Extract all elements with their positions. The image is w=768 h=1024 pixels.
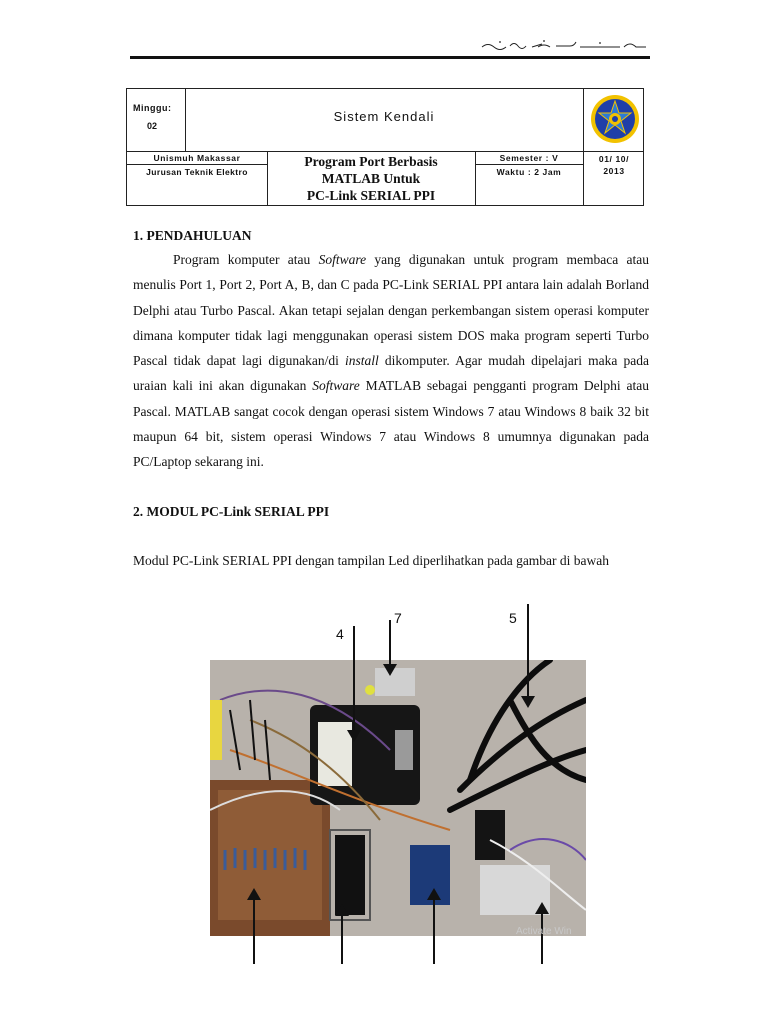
paragraph-text: Program komputer atau <box>173 252 319 267</box>
header-rule <box>130 56 650 59</box>
arrow-line <box>541 910 543 964</box>
topic-line-3: PC-Link SERIAL PPI <box>306 188 436 203</box>
figure-label-7: 7 <box>394 610 402 626</box>
figure-label-5: 5 <box>509 610 517 626</box>
arrow-head-icon <box>427 888 441 900</box>
minggu-label: Minggu: <box>133 103 172 113</box>
topic-title <box>267 153 475 204</box>
paragraph-emphasis: install <box>345 353 379 369</box>
topic-line-2: MATLAB Untuk <box>321 171 421 186</box>
arrow-head-icon <box>335 904 349 916</box>
university-logo-icon <box>589 93 641 145</box>
figure-label-4: 4 <box>336 626 344 642</box>
arrow-head-icon <box>535 902 549 914</box>
topic-line-1: Program Port Berbasis <box>304 154 438 169</box>
arrow-head-icon <box>247 888 261 900</box>
figure-caption: Modul PC-Link SERIAL PPI dengan tampilan Led diperlihatkan pada gambar di bawah <box>133 553 610 568</box>
paragraph-emphasis: Software <box>312 378 360 394</box>
paragraph-emphasis: Software <box>318 252 367 267</box>
arrow-head-icon <box>347 730 361 742</box>
department-name: Jurusan Teknik Elektro <box>146 167 248 177</box>
section-1-paragraph <box>133 247 649 475</box>
subject-title: Sistem Kendali <box>333 109 435 124</box>
section-2-heading: 2. MODUL PC-Link SERIAL PPI <box>133 504 330 519</box>
university-name: Unismuh Makassar <box>153 153 241 163</box>
paragraph-text: MATLAB sebagai pengganti program Delphi atau Pascal. MATLAB sangat cocok dengan operasi sistem Windows 7 atau Windows 8 baik 32 bit maupun 64 bit, sistem operasi Windows 7 atau Windows 8 umumnya digunakan pada PC/Laptop sekarang ini. <box>133 378 649 470</box>
arrow-line <box>341 912 343 964</box>
semester-label: Semester : V <box>499 153 559 163</box>
section-1-heading: 1. PENDAHULUAN <box>133 228 252 243</box>
date-line-2: 2013 <box>603 166 625 176</box>
arrow-line <box>353 626 355 738</box>
arrow-line <box>527 604 529 704</box>
activation-watermark: Activate Win <box>516 926 572 937</box>
course-header-table <box>126 88 644 206</box>
duration-label: Waktu : 2 Jam <box>496 167 562 177</box>
minggu-value: 02 <box>147 121 158 131</box>
date-line-1: 01/ 10/ <box>598 154 630 164</box>
date-label <box>583 153 645 177</box>
arrow-head-icon <box>521 696 535 708</box>
arrow-head-icon <box>383 664 397 676</box>
header-decoration-icon <box>480 38 650 52</box>
paragraph-text: yang digunakan untuk program membaca atau menulis Port 1, Port 2, Port A, B, dan C pada PC-Link SERIAL PPI antara lain adalah Borland Delphi atau Turbo Pascal. Akan tetapi sejalan dengan perkembangan sistem operasi komputer dimana komputer tidak lagi menggunakan operasi sistem DOS maka program seperti Turbo Pascal tidak dapat lagi digunakan/di <box>133 252 650 369</box>
arrow-line <box>433 896 435 964</box>
arrow-line <box>253 896 255 964</box>
paragraph-text: dikomputer. Agar mudah dipelajari maka pada uraian kali ini akan digunakan <box>133 353 649 394</box>
